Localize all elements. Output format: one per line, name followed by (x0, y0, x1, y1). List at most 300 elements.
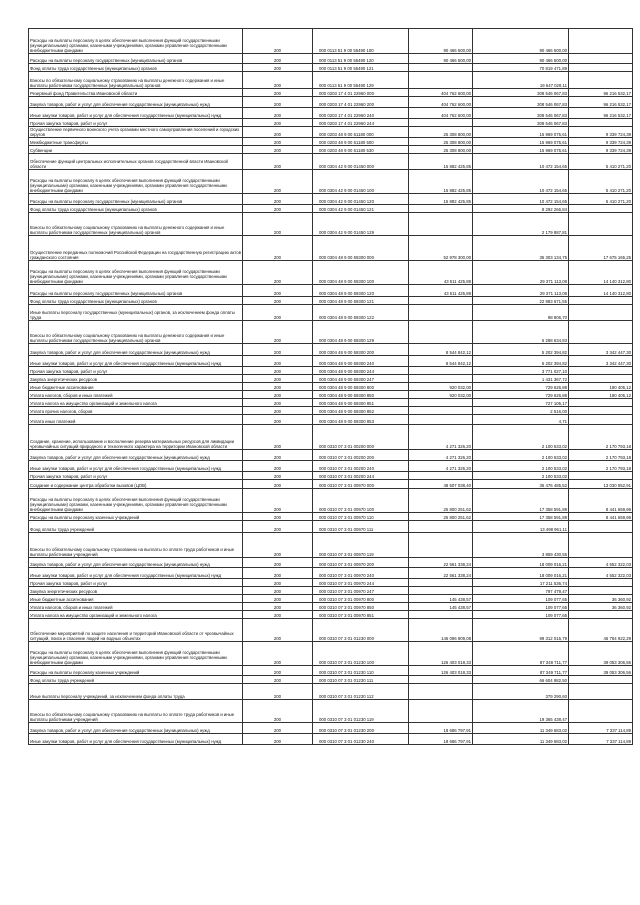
row-name: Расходы на выплаты персоналу в целях обеспечения выполнения функций государственными (муниципальными) органами, казенными учреждениями, органами управления государственными внебюджетными фондами (29, 170, 243, 194)
approved-amount: 25 308 800,00 (409, 146, 473, 154)
row-code: 200 (243, 64, 313, 72)
unexecuted-amount: 5 410 271,20 (569, 170, 633, 194)
approved-amount (409, 533, 473, 558)
unexecuted-amount (569, 521, 633, 533)
table-row (29, 399, 633, 407)
row-code: 200 (243, 119, 313, 127)
budget-classification-code: 000 0203 48 9 00 51180 530 (313, 146, 409, 154)
row-code: 200 (243, 261, 313, 285)
row-name: Уплата налога на имущество организаций и земельного налога (29, 399, 243, 407)
row-code: 200 (243, 450, 313, 461)
table-row (29, 29, 633, 54)
budget-classification-code: 000 0304 48 9 00 59300 121 (313, 297, 409, 305)
unexecuted-amount: 4 552 322,03 (569, 558, 633, 568)
table-row (29, 734, 633, 745)
budget-classification-code: 000 0310 07 3 01 00970 200 (313, 558, 409, 568)
approved-amount: 25 800 251,62 (409, 489, 473, 513)
unexecuted-amount (569, 676, 633, 684)
row-code: 200 (243, 472, 313, 480)
approved-amount: 126 403 018,33 (409, 642, 473, 666)
approved-amount (409, 297, 473, 305)
executed-amount: 2 100 533,02 (473, 450, 569, 461)
approved-amount: 404 762 600,00 (409, 97, 473, 108)
executed-amount: 5 202 394,82 (473, 344, 569, 356)
unexecuted-amount: 39 053 306,56 (569, 642, 633, 666)
unexecuted-amount: 4 552 322,03 (569, 568, 633, 579)
row-name: Расходы на выплаты персоналу в целях обеспечения выполнения функций государственными (муниципальными) органами, казенными учреждениями, органами управления государственными внебюджетными фондами (29, 642, 243, 666)
approved-amount: 90 466 500,00 (409, 29, 473, 54)
row-code: 200 (243, 399, 313, 407)
unexecuted-amount: 5 410 271,20 (569, 194, 633, 205)
executed-amount: 17 211 536,74 (473, 579, 569, 587)
row-name: Иные выплаты персоналу государственных (муниципальных) органов, за исключением фонда оплаты труда (29, 305, 243, 321)
budget-classification-code: 000 0113 51 9 00 55490 100 (313, 29, 409, 54)
executed-amount: 4,71 (473, 415, 569, 425)
row-name: Иные закупки товаров, работ и услуг для обеспечения государственных (муниципальных) нужд (29, 108, 243, 119)
budget-classification-code: 000 0310 07 3 01 01230 240 (313, 734, 409, 745)
unexecuted-amount (569, 700, 633, 723)
executed-amount: 13 498 961,11 (473, 521, 569, 533)
budget-classification-code: 000 0304 48 9 00 59300 122 (313, 305, 409, 321)
budget-classification-code: 000 0203 17 4 01 22960 000 (313, 89, 409, 97)
executed-amount: 8 292 266,84 (473, 205, 569, 213)
budget-classification-code: 000 0304 48 9 00 59300 853 (313, 415, 409, 425)
table-row (29, 119, 633, 127)
budget-classification-code: 000 0304 42 9 00 01450 129 (313, 213, 409, 236)
table-row (29, 344, 633, 356)
budget-classification-code: 000 0203 48 9 00 51180 500 (313, 138, 409, 146)
row-name: Фонд оплаты труда учреждений (29, 676, 243, 684)
executed-amount: 308 546 067,83 (473, 119, 569, 127)
table-row (29, 521, 633, 533)
unexecuted-amount (569, 72, 633, 89)
row-name: Взносы по обязательному социальному страхованию на выплаты денежного содержания и иные выплаты работникам государственных (муниципальных) органов (29, 321, 243, 344)
executed-amount: 87 349 711,77 (473, 666, 569, 676)
table-row (29, 321, 633, 344)
approved-amount: 404 762 600,00 (409, 108, 473, 119)
executed-amount: 90 466 500,00 (473, 54, 569, 64)
budget-classification-code: 000 0304 48 9 00 59300 129 (313, 321, 409, 344)
table-row (29, 642, 633, 666)
table-row (29, 89, 633, 97)
executed-amount: 98 806,70 (473, 305, 569, 321)
unexecuted-amount: 7 337 114,89 (569, 734, 633, 745)
unexecuted-amount (569, 399, 633, 407)
row-code: 200 (243, 391, 313, 399)
approved-amount: 15 882 425,85 (409, 154, 473, 170)
executed-amount: 19 647 028,11 (473, 72, 569, 89)
row-code: 200 (243, 285, 313, 297)
row-code: 200 (243, 595, 313, 603)
table-row (29, 579, 633, 587)
approved-amount: 920 032,00 (409, 383, 473, 391)
executed-amount: 17 358 591,88 (473, 513, 569, 521)
row-code: 200 (243, 642, 313, 666)
approved-amount: 25 800 251,62 (409, 513, 473, 521)
row-code: 200 (243, 194, 313, 205)
unexecuted-amount (569, 375, 633, 383)
row-name: Уплата прочих налогов, сборов (29, 407, 243, 415)
executed-amount: 18 009 016,21 (473, 568, 569, 579)
table-row (29, 305, 633, 321)
executed-amount: 15 969 075,61 (473, 146, 569, 154)
unexecuted-amount (569, 407, 633, 415)
executed-amount: 15 969 075,61 (473, 127, 569, 138)
row-name: Фонд оплаты труда государственных (муниципальных) органов (29, 297, 243, 305)
table-row (29, 415, 633, 425)
unexecuted-amount: 2 170 793,18 (569, 425, 633, 450)
approved-amount: 8 544 842,12 (409, 356, 473, 367)
unexecuted-amount: 8 441 659,96 (569, 513, 633, 521)
budget-classification-code: 000 0310 07 3 01 00970 800 (313, 595, 409, 603)
executed-amount: 10 472 154,65 (473, 154, 569, 170)
table-row (29, 587, 633, 595)
budget-classification-code: 000 0304 48 9 00 59300 247 (313, 375, 409, 383)
approved-amount: 15 882 425,85 (409, 194, 473, 205)
executed-amount: 66 604 982,50 (473, 676, 569, 684)
executed-amount: 2 100 533,02 (473, 425, 569, 450)
unexecuted-amount: 14 140 312,80 (569, 261, 633, 285)
unexecuted-amount: 2 170 793,18 (569, 450, 633, 461)
row-name: Иные закупки товаров, работ и услуг для обеспечения государственных (муниципальных) нужд (29, 356, 243, 367)
budget-classification-code: 000 0203 48 9 00 51180 000 (313, 127, 409, 138)
row-name: Уплата налога на имущество организаций и земельного налога (29, 611, 243, 619)
budget-classification-code: 000 0304 48 9 00 59300 240 (313, 356, 409, 367)
unexecuted-amount (569, 54, 633, 64)
row-code: 200 (243, 619, 313, 642)
budget-classification-code: 000 0304 42 9 00 01450 000 (313, 154, 409, 170)
table-row (29, 676, 633, 684)
unexecuted-amount (569, 321, 633, 344)
row-name: Обеспечение функций центральных исполнительных органов государственной власти Ивановской области (29, 154, 243, 170)
unexecuted-amount (569, 367, 633, 375)
executed-amount: 3 771 027,10 (473, 367, 569, 375)
executed-amount: 17 358 591,88 (473, 489, 569, 513)
approved-amount (409, 321, 473, 344)
budget-classification-code: 000 0304 48 9 00 59300 851 (313, 399, 409, 407)
unexecuted-amount: 2 170 793,18 (569, 461, 633, 472)
row-name: Расходы на выплаты персоналу казенных учреждений (29, 666, 243, 676)
unexecuted-amount: 39 053 306,56 (569, 666, 633, 676)
budget-classification-code: 000 0310 07 3 01 00200 240 (313, 461, 409, 472)
row-name: Взносы по обязательному социальному страхованию на выплаты денежного содержания и иные выплаты работникам государственных (муниципальных) органов (29, 72, 243, 89)
budget-classification-code: 000 0304 42 9 00 01450 121 (313, 205, 409, 213)
approved-amount (409, 375, 473, 383)
executed-amount: 11 349 683,02 (473, 723, 569, 734)
executed-amount: 1 431 367,72 (473, 375, 569, 383)
approved-amount (409, 305, 473, 321)
approved-amount: 25 308 800,00 (409, 127, 473, 138)
row-name: Закупка товаров, работ и услуг для обеспечения государственных (муниципальных) нужд (29, 97, 243, 108)
budget-classification-code: 000 0310 07 3 01 00970 851 (313, 611, 409, 619)
row-code: 200 (243, 138, 313, 146)
table-row (29, 619, 633, 642)
table-row (29, 513, 633, 521)
table-row (29, 154, 633, 170)
row-code: 200 (243, 236, 313, 261)
row-code: 200 (243, 213, 313, 236)
table-row (29, 213, 633, 236)
table-row (29, 127, 633, 138)
table-row (29, 391, 633, 399)
unexecuted-amount: 7 337 114,89 (569, 723, 633, 734)
approved-amount: 4 271 326,20 (409, 425, 473, 450)
budget-classification-code: 000 0310 07 3 01 01230 119 (313, 700, 409, 723)
budget-classification-code: 000 0304 48 9 00 59300 100 (313, 261, 409, 285)
budget-classification-code: 000 0310 07 3 01 01230 111 (313, 676, 409, 684)
approved-amount: 90 466 500,00 (409, 54, 473, 64)
row-name: Осуществление переданных полномочий Российской Федерации на государственную регистрацию актов гражданского состояния (29, 236, 243, 261)
unexecuted-amount (569, 579, 633, 587)
executed-amount: 87 349 711,77 (473, 642, 569, 666)
budget-classification-code: 000 0310 07 3 01 01230 110 (313, 666, 409, 676)
executed-amount: 19 365 438,47 (473, 700, 569, 723)
budget-classification-code: 000 0310 07 3 01 00970 000 (313, 480, 409, 489)
approved-amount (409, 213, 473, 236)
row-name: Прочая закупка товаров, работ и услуг (29, 579, 243, 587)
approved-amount (409, 72, 473, 89)
executed-amount: 5 202 394,82 (473, 356, 569, 367)
row-code: 200 (243, 375, 313, 383)
executed-amount: 10 472 154,65 (473, 194, 569, 205)
row-code: 200 (243, 558, 313, 568)
approved-amount (409, 521, 473, 533)
table-row (29, 558, 633, 568)
table-body (29, 29, 633, 745)
row-name: Иные закупки товаров, работ и услуг для обеспечения государственных (муниципальных) нужд (29, 461, 243, 472)
executed-amount: 729 626,88 (473, 391, 569, 399)
table-row (29, 297, 633, 305)
approved-amount (409, 676, 473, 684)
row-name: Прочая закупка товаров, работ и услуг (29, 119, 243, 127)
executed-amount: 18 009 016,21 (473, 558, 569, 568)
approved-amount: 404 762 600,00 (409, 89, 473, 97)
approved-amount: 15 882 425,85 (409, 170, 473, 194)
row-code: 200 (243, 723, 313, 734)
unexecuted-amount (569, 533, 633, 558)
row-name: Закупка энергетических ресурсов (29, 587, 243, 595)
approved-amount: 145 438,57 (409, 595, 473, 603)
approved-amount (409, 700, 473, 723)
executed-amount: 2 179 887,81 (473, 213, 569, 236)
row-name: Уплата иных платежей (29, 415, 243, 425)
row-name: Взносы по обязательному социальному страхованию на выплаты по оплате труда работников и иные выплаты работникам учреждений (29, 533, 243, 558)
unexecuted-amount: 190 405,12 (569, 391, 633, 399)
row-name: Иные закупки товаров, работ и услуг для обеспечения государственных (муниципальных) нужд (29, 568, 243, 579)
budget-classification-code: 000 0310 07 3 01 01230 100 (313, 642, 409, 666)
row-name: Прочая закупка товаров, работ и услуг (29, 367, 243, 375)
table-row (29, 97, 633, 108)
row-name: Расходы на выплаты персоналу в целях обеспечения выполнения функций государственными (муниципальными) органами, казенными учреждениями, органами управления государственными внебюджетными фондами (29, 29, 243, 54)
approved-amount: 18 686 797,91 (409, 734, 473, 745)
row-code: 200 (243, 489, 313, 513)
budget-classification-code: 000 0113 51 9 00 55490 129 (313, 72, 409, 89)
row-code: 200 (243, 415, 313, 425)
row-code: 200 (243, 734, 313, 745)
unexecuted-amount: 13 030 552,91 (569, 480, 633, 489)
table-row (29, 375, 633, 383)
table-row (29, 64, 633, 72)
row-code: 200 (243, 587, 313, 595)
row-name: Закупка товаров, работ и услуг для обеспечения государственных (муниципальных) нужд (29, 558, 243, 568)
unexecuted-amount (569, 587, 633, 595)
row-name: Закупка товаров, работ и услуг для обеспечения государственных (муниципальных) нужд (29, 723, 243, 734)
executed-amount: 2 100 533,02 (473, 461, 569, 472)
budget-classification-code: 000 0304 48 9 00 59300 120 (313, 285, 409, 297)
budget-classification-code: 000 0203 17 4 01 22960 200 (313, 97, 409, 108)
approved-amount (409, 399, 473, 407)
row-name: Прочая закупка товаров, работ и услуг (29, 472, 243, 480)
table-row (29, 489, 633, 513)
table-row (29, 138, 633, 146)
budget-classification-code: 000 0310 07 3 01 01230 200 (313, 723, 409, 734)
approved-amount (409, 472, 473, 480)
budget-classification-code: 000 0310 07 3 01 01230 112 (313, 684, 409, 700)
approved-amount: 25 308 800,00 (409, 138, 473, 146)
table-row (29, 723, 633, 734)
unexecuted-amount: 5 410 271,20 (569, 154, 633, 170)
approved-amount: 126 403 018,33 (409, 666, 473, 676)
row-code: 200 (243, 461, 313, 472)
executed-amount: 109 077,65 (473, 595, 569, 603)
unexecuted-amount: 9 339 724,39 (569, 138, 633, 146)
row-name: Осуществление первичного воинского учета органами местного самоуправления поселений и городских округов (29, 127, 243, 138)
row-name: Расходы на выплаты персоналу казенных учреждений (29, 513, 243, 521)
unexecuted-amount: 36 360,92 (569, 603, 633, 611)
executed-amount: 90 466 500,00 (473, 29, 569, 54)
executed-amount: 109 077,65 (473, 603, 569, 611)
row-name: Иные бюджетные ассигнования (29, 595, 243, 603)
table-row (29, 367, 633, 375)
row-name: Резервный фонд Правительства Ивановской области (29, 89, 243, 97)
unexecuted-amount (569, 611, 633, 619)
executed-amount: 6 288 634,83 (473, 321, 569, 344)
unexecuted-amount (569, 297, 633, 305)
approved-amount (409, 205, 473, 213)
approved-amount: 18 686 797,91 (409, 723, 473, 734)
unexecuted-amount: 96 216 532,17 (569, 108, 633, 119)
executed-amount: 729 626,88 (473, 383, 569, 391)
table-row (29, 407, 633, 415)
table-row (29, 472, 633, 480)
row-name: Расходы на выплаты персоналу государственных (муниципальных) органов (29, 285, 243, 297)
table-row (29, 461, 633, 472)
row-code: 200 (243, 54, 313, 64)
row-code: 200 (243, 72, 313, 89)
approved-amount (409, 587, 473, 595)
executed-amount: 379 290,60 (473, 684, 569, 700)
row-code: 200 (243, 480, 313, 489)
table-row (29, 603, 633, 611)
table-row (29, 72, 633, 89)
row-name: Уплата налогов, сборов и иных платежей (29, 391, 243, 399)
row-code: 200 (243, 89, 313, 97)
table-row (29, 533, 633, 558)
budget-classification-code: 000 0310 07 3 01 00970 110 (313, 513, 409, 521)
budget-classification-code: 000 0310 07 3 01 00970 850 (313, 603, 409, 611)
row-code: 200 (243, 146, 313, 154)
approved-amount: 4 271 326,20 (409, 461, 473, 472)
table-row (29, 236, 633, 261)
row-code: 200 (243, 684, 313, 700)
unexecuted-amount (569, 213, 633, 236)
table-row (29, 54, 633, 64)
approved-amount: 52 978 300,00 (409, 236, 473, 261)
unexecuted-amount (569, 472, 633, 480)
approved-amount: 145 438,57 (409, 603, 473, 611)
executed-amount: 11 349 683,02 (473, 734, 569, 745)
row-name: Взносы по обязательному социальному страхованию на выплаты денежного содержания и иные выплаты работникам государственных (муниципальных) органов (29, 213, 243, 236)
unexecuted-amount: 96 216 532,17 (569, 89, 633, 97)
table-row (29, 261, 633, 285)
approved-amount: 43 511 425,88 (409, 261, 473, 285)
executed-amount: 99 312 015,79 (473, 619, 569, 642)
table-row (29, 700, 633, 723)
approved-amount: 43 511 425,88 (409, 285, 473, 297)
unexecuted-amount: 46 784 922,29 (569, 619, 633, 642)
row-code: 200 (243, 356, 313, 367)
row-name: Взносы по обязательному социальному страхованию на выплаты по оплате труда работников и иные выплаты работникам учреждений (29, 700, 243, 723)
table-row (29, 170, 633, 194)
row-code: 200 (243, 700, 313, 723)
budget-classification-code: 000 0310 07 3 01 00970 244 (313, 579, 409, 587)
row-code: 200 (243, 383, 313, 391)
row-name: Расходы на выплаты персоналу в целях обеспечения выполнения функций государственными (муниципальными) органами, казенными учреждениями, органами управления государственными внебюджетными фондами (29, 261, 243, 285)
budget-classification-code: 000 0310 07 3 01 00200 244 (313, 472, 409, 480)
approved-amount: 22 561 338,24 (409, 558, 473, 568)
unexecuted-amount: 3 342 447,30 (569, 356, 633, 367)
table-row (29, 450, 633, 461)
approved-amount: 4 271 326,20 (409, 450, 473, 461)
row-name: Иные выплаты персоналу учреждений, за исключением фонда оплаты труда (29, 684, 243, 700)
row-code: 200 (243, 97, 313, 108)
table-row (29, 108, 633, 119)
approved-amount (409, 119, 473, 127)
approved-amount: 8 544 842,12 (409, 344, 473, 356)
executed-amount: 308 546 067,83 (473, 108, 569, 119)
unexecuted-amount (569, 684, 633, 700)
unexecuted-amount: 9 339 724,39 (569, 146, 633, 154)
budget-classification-code: 000 0304 48 9 00 59300 850 (313, 391, 409, 399)
unexecuted-amount (569, 29, 633, 54)
budget-classification-code: 000 0113 51 9 00 55490 121 (313, 64, 409, 72)
row-code: 200 (243, 425, 313, 450)
budget-classification-code: 000 0304 48 9 00 59300 000 (313, 236, 409, 261)
row-code: 200 (243, 611, 313, 619)
budget-classification-code: 000 0310 07 3 01 00970 240 (313, 568, 409, 579)
row-code: 200 (243, 521, 313, 533)
row-code: 200 (243, 127, 313, 138)
row-name: Закупка товаров, работ и услуг для обеспечения государственных (муниципальных) нужд (29, 344, 243, 356)
approved-amount: 146 096 909,08 (409, 619, 473, 642)
report-page (28, 28, 632, 745)
approved-amount: 48 507 038,40 (409, 480, 473, 489)
executed-amount: 797 479,47 (473, 587, 569, 595)
budget-classification-code: 000 0203 17 4 01 22960 240 (313, 108, 409, 119)
table-row (29, 383, 633, 391)
table-row (29, 611, 633, 619)
executed-amount: 10 472 154,65 (473, 170, 569, 194)
row-code: 200 (243, 170, 313, 194)
budget-classification-code: 000 0310 07 3 01 00970 100 (313, 489, 409, 513)
approved-amount (409, 407, 473, 415)
approved-amount (409, 415, 473, 425)
row-code: 200 (243, 407, 313, 415)
row-name: Фонд оплаты труда государственных (муниципальных) органов (29, 205, 243, 213)
executed-amount: 15 969 075,61 (473, 138, 569, 146)
row-code: 200 (243, 108, 313, 119)
budget-classification-code: 000 0304 48 9 00 59300 852 (313, 407, 409, 415)
